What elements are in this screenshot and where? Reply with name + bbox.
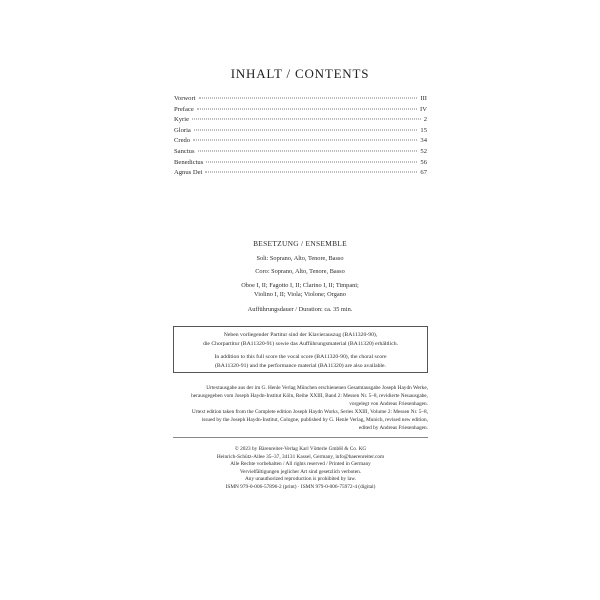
toc-entry-page: 52 [420, 147, 427, 155]
urtext-note-en [173, 409, 428, 432]
copyright-line: ISMN 979-0-006-57896-2 (print) · ISMN 979-0-006-75972-4 (digital) [225, 483, 376, 490]
urtext-note-de [173, 385, 428, 408]
toc-entry-credo[interactable] [174, 137, 427, 148]
urtext-note-de-line: herausgegeben vom Joseph Haydn-Institut Köln, Reihe XXIII, Band 2: Messen Nr. 5–8, revidierte Neuausgabe, [191, 392, 428, 399]
copyright-line: Any unauthorized reproduction is prohibited by law. [244, 476, 356, 483]
toc-entry-page: 56 [420, 158, 427, 166]
ensemble-coro: Coro: Soprano, Alto, Tenore, Basso [255, 268, 345, 275]
ensemble-heading: BESETZUNG / ENSEMBLE [253, 239, 347, 248]
toc-entry-page: 2 [423, 116, 427, 124]
toc-entry-page: 67 [420, 169, 427, 177]
toc-entry-page: 34 [420, 137, 427, 145]
copyright-line: Heinrich-Schütz-Allee 35–37, 34131 Kassel, Germany, info@baerenreiter.com [216, 453, 385, 460]
dot-leader [194, 129, 418, 130]
urtext-note-en-line: issued by the Joseph Haydn-Institut, Cologne, published by G. Henle Verlag, Munich, revised new edition, [201, 416, 428, 423]
ensemble-orchestra-line-1: Oboe I, II; Fagotto I, II; Clarino I, II; Timpani; [241, 282, 359, 289]
toc-entry-vorwort[interactable] [174, 95, 427, 106]
urtext-note-en-line: edited by Andreas Friesenhagen. [358, 424, 428, 431]
copyright-block [173, 446, 428, 492]
materials-note-box [173, 326, 428, 373]
copyright-line: Vervielfältigungen jeglicher Art sind gesetzlich verboten. [239, 468, 362, 475]
toc-entry-page: 15 [420, 126, 427, 134]
urtext-note-de-line: vorgelegt von Andreas Friesenhagen. [349, 400, 428, 407]
dot-leader [192, 119, 421, 120]
ensemble-soli: Soli: Soprano, Alto, Tenore, Basso [256, 255, 344, 262]
toc-entry-kyrie[interactable] [174, 116, 427, 127]
performance-duration: Aufführungsdauer / Duration: ca. 35 min. [247, 306, 353, 313]
toc-entry-label: Vorwort [174, 95, 196, 102]
ensemble-orchestra-line-2: Violino I, II; Viola; Violone; Organo [254, 291, 346, 298]
toc-entry-label: Agnus Dei [174, 169, 203, 177]
toc-entry-page: III [420, 95, 427, 102]
urtext-note-de-line: Urtextausgabe aus der im G. Henle Verlag München erschienenen Gesamtausgabe Joseph Haydn Werke, [206, 385, 428, 391]
toc-entry-agnus-dei[interactable] [174, 169, 427, 180]
toc-entry-sanctus[interactable] [174, 148, 427, 159]
copyright-line: © 2023 by Bärenreiter-Verlag Karl Vötterle GmbH & Co. KG [234, 446, 367, 452]
materials-note-de-line-1: Neben vorliegender Partitur sind der Klavierauszug (BA11320-90), [223, 332, 378, 338]
dot-leader [198, 150, 418, 151]
toc-entry-label: Preface [174, 105, 194, 113]
toc-entry-label: Gloria [174, 126, 191, 134]
materials-note-de-line-2: die Chorpartitur (BA11320-91) sowie das Aufführungsmaterial (BA11320) erhältlich. [202, 341, 399, 347]
page-title: INHALT / CONTENTS [230, 66, 370, 81]
dot-leader [205, 172, 417, 173]
toc-entry-label: Sanctus [174, 147, 195, 155]
toc-entry-benedictus[interactable] [174, 159, 427, 170]
dot-leader [199, 98, 418, 99]
toc-entry-gloria[interactable] [174, 127, 427, 138]
urtext-note-en-line: Urtext edition taken from the Complete edition Joseph Haydn Works, Series XXIII, Volume 2: Messen Nr. 5–8, [191, 409, 428, 415]
materials-note-en-line-1: In addition to this full score the vocal score (BA11320-90), the choral score [214, 354, 387, 360]
materials-note-en-line-2: (BA11320-91) and the performance material (BA11320) are also available. [215, 363, 386, 369]
toc-entry-label: Credo [174, 137, 191, 145]
dot-leader [193, 140, 417, 141]
toc-entry-label: Kyrie [174, 116, 190, 124]
toc-entry-label: Benedictus [174, 158, 204, 166]
divider-rule [173, 437, 428, 438]
toc-entry-page: IV [420, 105, 427, 113]
dot-leader [206, 161, 417, 162]
table-of-contents [174, 95, 427, 180]
dot-leader [197, 108, 417, 109]
toc-entry-preface[interactable] [174, 106, 427, 117]
copyright-line: Alle Rechte vorbehalten / All rights reserved / Printed in Germany [230, 461, 371, 468]
